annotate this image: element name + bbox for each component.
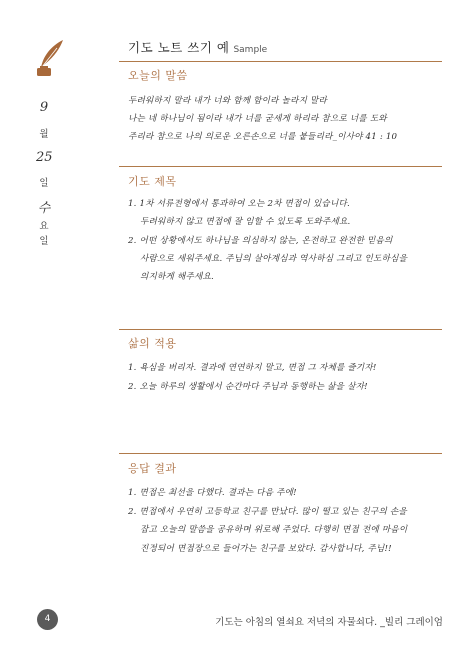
prayer-line: 의지하게 해주세요. (140, 272, 214, 282)
page-number-badge: 4 (37, 609, 58, 630)
month-number: 9 (39, 100, 49, 115)
day-number: 25 (36, 150, 53, 165)
day-unit: 일 (39, 178, 49, 189)
word-line: 나는 네 하나님이 됨이라 내가 너를 굳세게 하리라 참으로 너를 도와 (128, 114, 387, 124)
section-title-prayer: 기도 제목 (128, 175, 177, 188)
section-title-application: 삶의 적용 (128, 337, 177, 350)
section-divider (119, 166, 442, 167)
page-subtitle: Sample (233, 45, 268, 55)
section-divider (119, 453, 442, 454)
prayer-line: 두려워하지 않고 면접에 잘 임할 수 있도록 도와주세요. (140, 217, 351, 227)
weekday-unit-1: 요 (39, 221, 49, 232)
weekday-unit-2: 일 (39, 236, 49, 247)
footer-quote: 기도는 아침의 열쇠요 저녁의 자물쇠다. _빌리 그레이엄 (215, 617, 443, 628)
section-title-answer: 응답 결과 (128, 462, 177, 475)
section-divider (119, 329, 442, 330)
quill-ink-icon (33, 38, 67, 78)
application-line: 2. 오늘 하루의 생활에서 순간마다 주님과 동행하는 삶을 살자! (128, 382, 368, 392)
application-line: 1. 욕심을 버리자. 결과에 연연하지 말고, 면접 그 자체를 즐기자! (128, 363, 377, 373)
prayer-line: 2. 어떤 상황에서도 하나님을 의심하지 않는, 온전하고 완전한 믿음의 (128, 236, 393, 246)
section-divider (119, 61, 442, 62)
word-line: 두려워하지 말라 내가 너와 함께 함이라 놀라지 말라 (128, 96, 328, 106)
answer-line: 진정되어 면접장으로 들어가는 친구를 보았다. 감사합니다, 주님!! (140, 544, 392, 554)
page-title: 기도 노트 쓰기 예 Sample (128, 40, 268, 55)
word-line: 주리라 참으로 나의 의로운 오른손으로 너를 붙들리라_이사야 41 : 10 (128, 132, 398, 142)
prayer-line: 1. 1차 서류전형에서 통과하여 오는 2차 면접이 있습니다. (128, 199, 350, 209)
answer-line: 잡고 오늘의 말씀을 공유하며 위로해 주었다. 다행히 면접 전에 마음이 (140, 525, 408, 535)
month-unit: 월 (39, 129, 49, 140)
section-title-word: 오늘의 말씀 (128, 69, 188, 82)
answer-line: 2. 면접에서 우연히 고등학교 친구를 만났다. 많이 떨고 있는 친구의 손을 (128, 507, 407, 517)
prayer-line: 사람으로 세워주세요. 주님의 살아계심과 역사하심 그리고 인도하심을 (140, 254, 408, 264)
answer-line: 1. 면접은 최선을 다했다. 결과는 다음 주에! (128, 488, 297, 498)
weekday: 수 (37, 201, 51, 216)
